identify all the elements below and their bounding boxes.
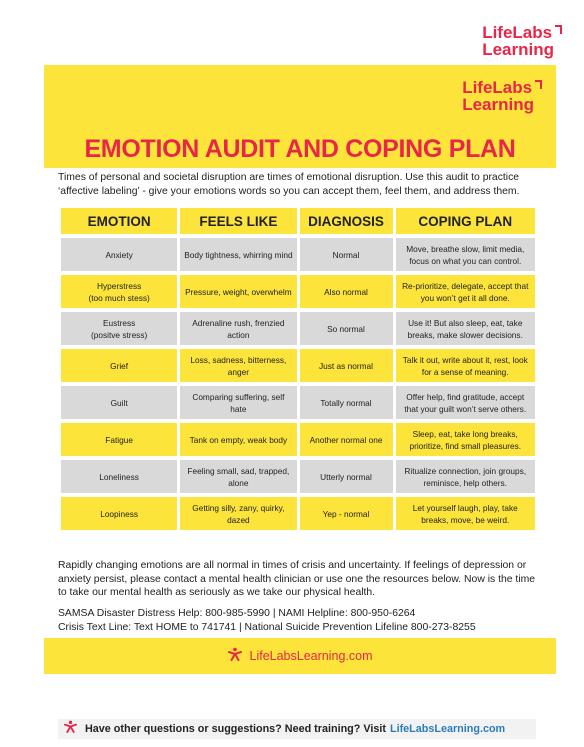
lifelabs-figure-icon <box>228 647 242 666</box>
cell-feels-like-text: Tank on empty, weak body <box>189 434 288 445</box>
cell-diagnosis <box>300 312 393 345</box>
cell-coping-plan <box>396 312 536 345</box>
cell-emotion-subtext: (too much stess) <box>88 292 150 303</box>
bottom-link[interactable]: LifeLabsLearning.com <box>389 723 506 735</box>
footer-url-link[interactable]: LifeLabsLearning.com <box>249 649 373 663</box>
outro-text: Rapidly changing emotions are all normal in times of crisis and uncertainty. If feelings of depression or anxiety persist, please contact a mental health clinician or use one the resources below. Now is the time to take our mental health as seriously as we take our physical health. <box>58 560 536 598</box>
cell-diagnosis-text: Yep - normal <box>322 508 370 519</box>
cell-emotion <box>61 312 177 345</box>
cell-feels-like-text: Pressure, weight, overwhelm <box>185 286 292 297</box>
cell-diagnosis-text: Utterly normal <box>320 471 372 482</box>
cell-diagnosis <box>300 386 393 419</box>
cell-emotion <box>61 238 177 271</box>
cell-feels-like <box>180 497 296 530</box>
cell-coping-plan <box>396 460 536 493</box>
cell-coping-plan <box>396 349 536 382</box>
cell-emotion-text: Guilt <box>110 397 128 408</box>
cell-diagnosis-text: So normal <box>327 323 365 334</box>
header-banner <box>44 65 556 168</box>
banner-logo-mark-icon <box>535 80 542 89</box>
cell-emotion <box>61 349 177 382</box>
cell-emotion <box>61 497 177 530</box>
cell-feels-like-text: Comparing suffering, self hate <box>192 391 285 414</box>
cell-diagnosis-text: Just as normal <box>319 360 373 371</box>
cell-coping-plan-text: Ritualize connection, join groups, reminisce, help others. <box>404 465 527 488</box>
cell-emotion-text: Anxiety <box>105 249 133 260</box>
intro-text: Times of personal and societal disruption are times of emotional disruption. Use this audit to practice ‘affective labeling’ - give your emotions words so you can accept them, feel them, and address them. <box>58 172 520 197</box>
cell-emotion-text: Eustress <box>102 317 136 328</box>
contact-lines <box>58 607 536 634</box>
page-title: EMOTION AUDIT AND COPING PLAN <box>84 135 516 163</box>
cell-coping-plan-text: Let yourself laugh, play, take breaks, move, be weird. <box>412 502 518 525</box>
banner-logo-line1: LifeLabs <box>462 78 533 97</box>
header-emotion: EMOTION <box>61 208 177 234</box>
logo-mark-icon <box>555 25 562 34</box>
table-row <box>61 386 535 419</box>
logo-line1: LifeLabs <box>482 23 553 42</box>
table-row <box>61 238 535 271</box>
bottom-bar <box>58 719 536 739</box>
cell-coping-plan <box>396 386 536 419</box>
cell-feels-like <box>180 312 296 345</box>
cell-coping-plan-text: Sleep, eat, take long breaks, prioritize, find small pleasures. <box>409 428 522 451</box>
cell-diagnosis-text: Totally normal <box>320 397 372 408</box>
cell-diagnosis-text: Another normal one <box>309 434 383 445</box>
cell-feels-like-text: Body tightness, whirring mind <box>184 249 293 260</box>
cell-feels-like <box>180 238 296 271</box>
cell-coping-plan <box>396 423 536 456</box>
table-row <box>61 497 535 530</box>
cell-feels-like <box>180 275 296 308</box>
cell-coping-plan <box>396 497 536 530</box>
table-row <box>61 275 535 308</box>
cell-emotion-text: Loopiness <box>100 508 139 519</box>
cell-coping-plan <box>396 238 536 271</box>
cell-coping-plan-text: Use it! But also sleep, eat, take breaks, make slower decisions. <box>407 317 523 340</box>
banner-logo <box>462 79 534 113</box>
cell-diagnosis <box>300 275 393 308</box>
cell-coping-plan-text: Offer help, find gratitude, accept that your guilt won’t serve others. <box>404 391 527 414</box>
table-row <box>61 312 535 345</box>
cell-emotion-subtext: (positve stress) <box>91 329 148 340</box>
cell-emotion <box>61 386 177 419</box>
table-header-row <box>61 208 535 234</box>
contact-line-1: SAMSA Disaster Distress Help: 800-985-5990 | NAMI Helpline: 800-950-6264 <box>58 608 416 619</box>
table-row <box>61 460 535 493</box>
cell-feels-like-text: Feeling small, sad, trapped, alone <box>187 465 290 488</box>
cell-diagnosis <box>300 460 393 493</box>
cell-coping-plan-text: Talk it out, write about it, rest, look for a sense of meaning. <box>402 354 528 377</box>
cell-feels-like-text: Getting silly, zany, quirky, dazed <box>192 502 285 525</box>
cell-feels-like <box>180 386 296 419</box>
cell-coping-plan <box>396 275 536 308</box>
bottom-question: Have other questions or suggestions? Need training? Visit <box>85 723 386 735</box>
cell-diagnosis-text: Also normal <box>324 286 368 297</box>
lifelabs-figure-icon <box>64 720 77 738</box>
header-coping-plan: COPING PLAN <box>396 208 536 234</box>
cell-feels-like-text: Adrenaline rush, frenzied action <box>192 317 285 340</box>
header-diagnosis: DIAGNOSIS <box>300 208 393 234</box>
table-row <box>61 349 535 382</box>
cell-emotion-text: Loneliness <box>99 471 139 482</box>
cell-feels-like <box>180 349 296 382</box>
lifelabs-logo <box>482 24 554 58</box>
cell-emotion-text: Hyperstress <box>96 280 142 291</box>
contact-line-2: Crisis Text Line: Text HOME to 741741 | National Suicide Prevention Lifeline 800-273-8255 <box>58 621 476 633</box>
cell-diagnosis <box>300 497 393 530</box>
cell-feels-like-text: Loss, sadness, bitterness, anger <box>190 354 287 377</box>
cell-feels-like <box>180 423 296 456</box>
table-row <box>61 423 535 456</box>
cell-emotion-text: Fatigue <box>105 434 133 445</box>
cell-emotion <box>61 275 177 308</box>
cell-diagnosis <box>300 423 393 456</box>
cell-feels-like <box>180 460 296 493</box>
banner-logo-line2: Learning <box>462 95 534 114</box>
cell-emotion <box>61 460 177 493</box>
cell-diagnosis <box>300 349 393 382</box>
cell-emotion-text: Grief <box>110 360 129 371</box>
cell-emotion <box>61 423 177 456</box>
cell-diagnosis <box>300 238 393 271</box>
header-feels-like: FEELS LIKE <box>180 208 296 234</box>
cell-diagnosis-text: Normal <box>332 249 360 260</box>
logo-line2: Learning <box>482 40 554 59</box>
cell-coping-plan-text: Move, breathe slow, limit media, focus on what you can control. <box>406 243 525 266</box>
cell-coping-plan-text: Re-prioritize, delegate, accept that you won’t get it all done. <box>402 280 529 303</box>
footer-bar <box>44 638 556 674</box>
emotion-audit-table <box>58 204 538 534</box>
